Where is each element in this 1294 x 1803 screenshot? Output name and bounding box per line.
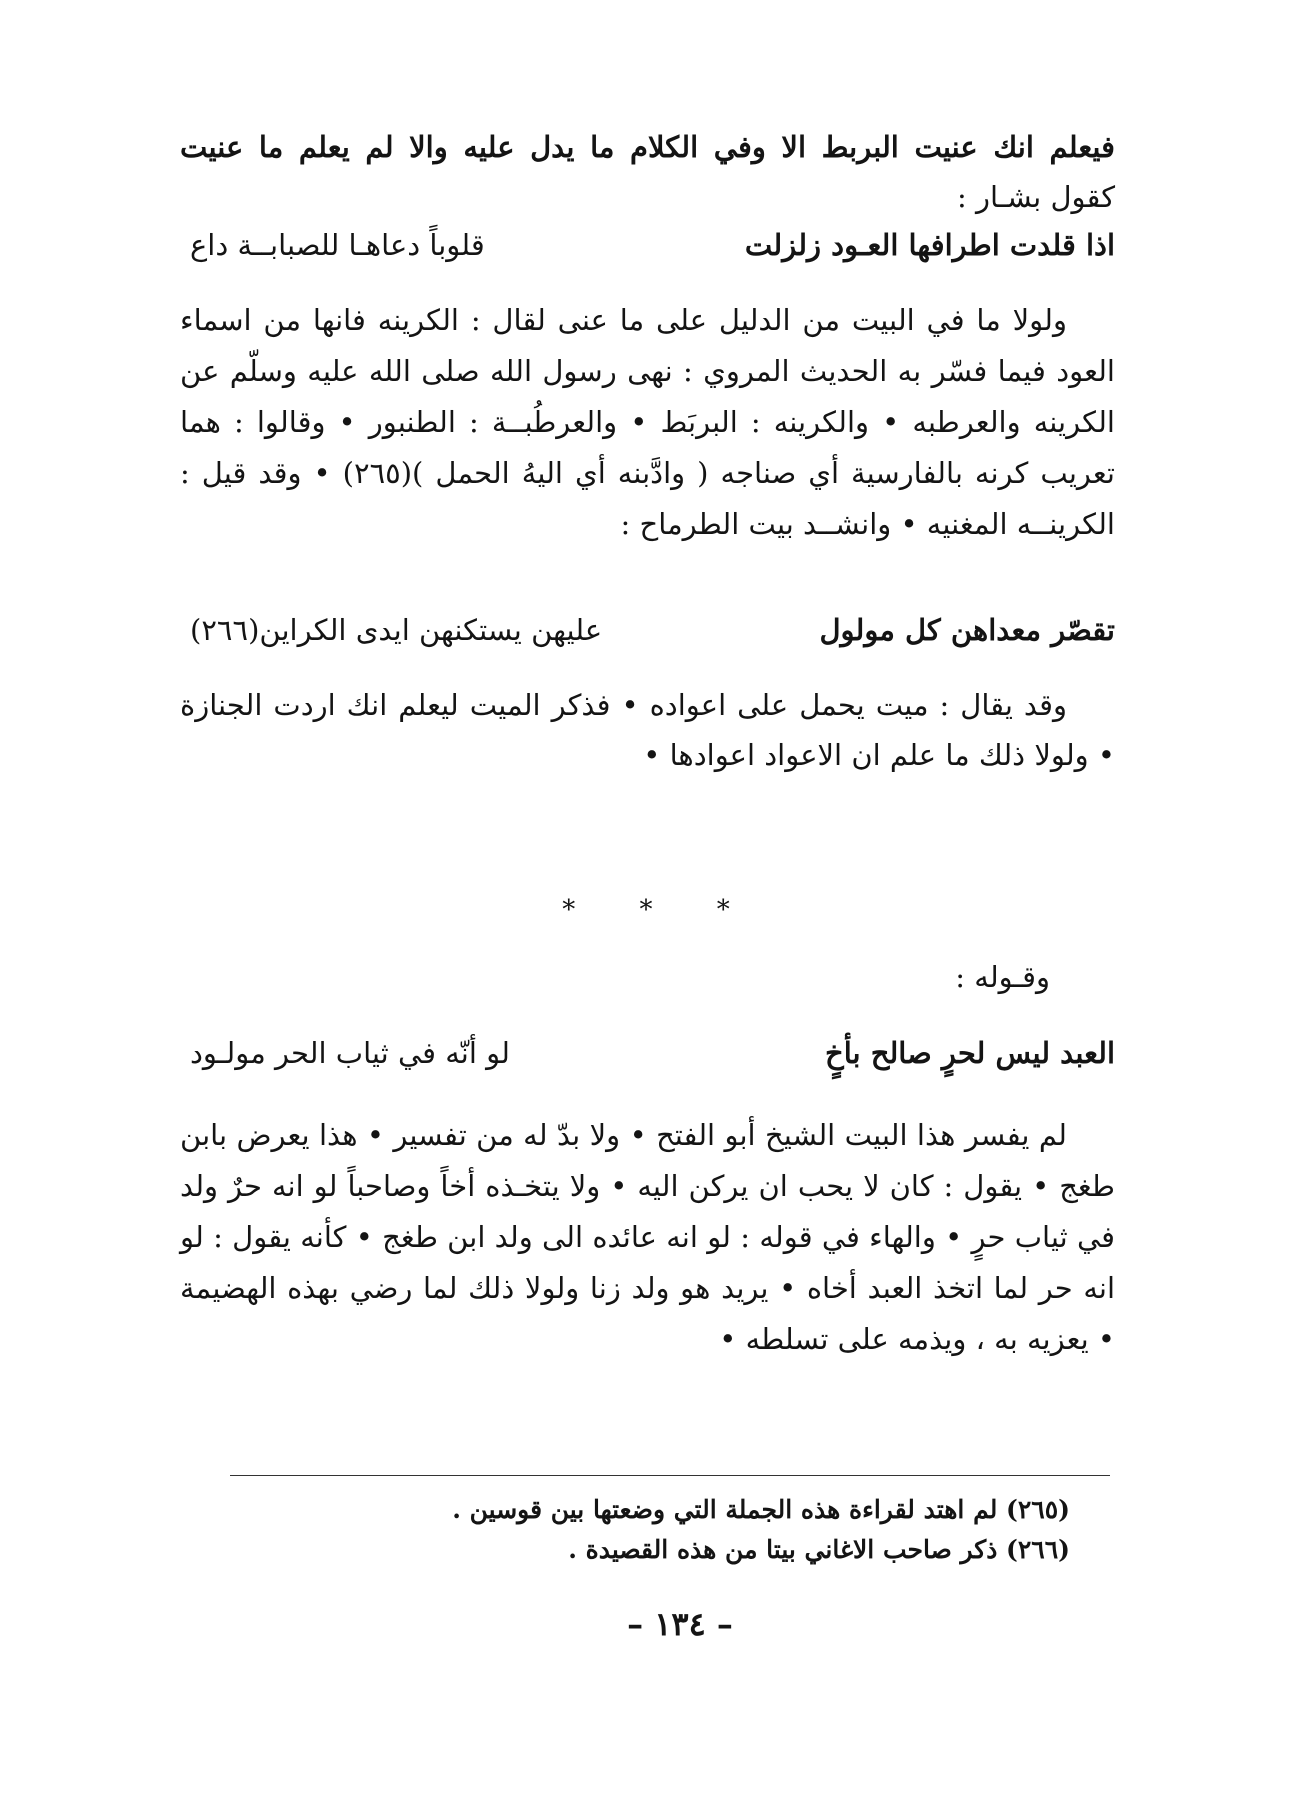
verse-1 (180, 222, 1115, 268)
paragraph-1 (180, 122, 1115, 222)
paragraph-4 (180, 1110, 1115, 1365)
verse-2 (180, 607, 1115, 653)
verse-1-hemistich-1: اذا قلدت اطرافها العـود زلزلت (744, 228, 1115, 262)
footnotes (300, 1490, 1070, 1570)
paragraph-2-text: ولولا ما في البيت من الدليل على ما عنى لقال : الكرينه فانها من اسماء العود فيما فسّر به الحديث المروي : نهى رسول الله صلى الله عليه وسلّم عن الكرينه والعرطبه • والكرينه : البربَط • والعرطُبــة : الطنبور • وقالوا : هما تعريب كرنه بالفارسية أي صناجه ( وادَّبنه أي اليهُ الحمل )(٢٦٥) • وقد قيل : الكرينــه المغنيه • وانشــد بيت الطرماح : (180, 303, 1115, 541)
paragraph-3 (180, 680, 1115, 780)
paragraph-4-text: لم يفسر هذا البيت الشيخ أبو الفتح • ولا بدّ له من تفسير • هذا يعرض بابن طغج • يقول : كان لا يحب ان يركن اليه • ولا يتخـذه أخاً وصاحباً لو انه حرٌ ولد في ثياب حرٍ • والهاء في قوله : لو انه عائده الى ولد ابن طغج • كأنه يقول : لو انه حر لما اتخذ العبد أخاه • يريد هو ولد زنا ولولا ذلك لما رضي بهذه الهضيمة • يعزيه به ، ويذمه على تسلطه • (180, 1118, 1115, 1356)
speaker-intro: وقـوله : (955, 960, 1050, 994)
verse-2-hemistich-1: تقصّر معداهن كل مولول (819, 613, 1115, 647)
verse-2-hemistich-2: عليهن يستكنهن ايدى الكراين(٢٦٦) (190, 613, 603, 647)
paragraph-3-text: وقد يقال : ميت يحمل على اعواده • فذكر الميت ليعلم انك اردت الجنازة • ولولا ذلك ما علم ان الاعواد اعوادها • (180, 688, 1115, 772)
footnote-265: (٢٦٥) لم اهتد لقراءة هذه الجملة التي وضعتها بين قوسين . (452, 1495, 1070, 1524)
page-number: – ١٣٤ – (627, 1605, 733, 1643)
verse-3 (180, 1030, 1115, 1076)
verse-3-hemistich-2: لو أنّه في ثياب الحر مولـود (190, 1036, 510, 1070)
paragraph-2 (180, 295, 1115, 550)
verse-3-hemistich-1: العبد ليس لحرٍ صالح بأخٍ (825, 1036, 1115, 1070)
paragraph-1-line-1: فيعلم انك عنيت البربط الا وفي الكلام ما يدل عليه والا لم يعلم ما عنيت (180, 130, 1115, 164)
verse-1-hemistich-2: قلوباً دعاهـا للصبابــة داع (190, 228, 485, 262)
paragraph-1-line-2: كقول بشـار : (956, 180, 1115, 214)
footnote-divider (230, 1475, 1110, 1476)
footnote-266: (٢٦٦) ذكر صاحب الاغاني بيتا من هذه القصيدة . (568, 1535, 1070, 1564)
section-separator: * * * (562, 895, 758, 925)
